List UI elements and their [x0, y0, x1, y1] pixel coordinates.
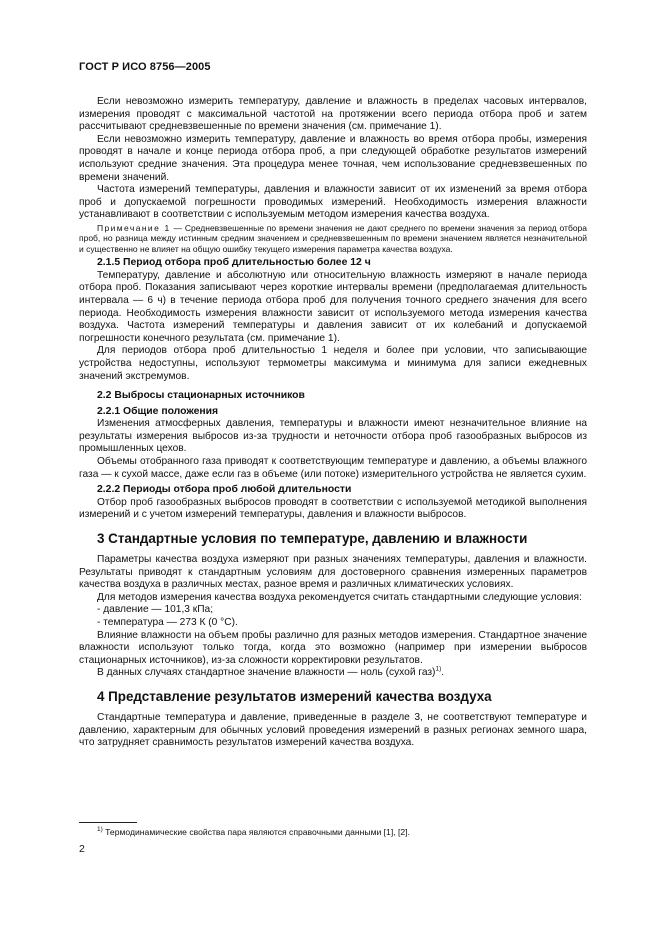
heading-2-2-2: 2.2.2 Периоды отбора проб любой длительности: [97, 484, 352, 496]
document-header: ГОСТ Р ИСО 8756—2005: [79, 61, 211, 73]
paragraph: Частота измерений температуры, давления и влажности зависит от их изменений за время отбора проб и допускаемой погрешности проводимых измерений. Необходимость измерения влажности устанавливают в соответствии с используемым методом измерения качества воздуха.: [79, 184, 587, 221]
paragraph: Изменения атмосферных давления, температуры и влажности имеют незначительное влияние на результаты измерения выбросов из-за трудности и неточности отбора проб газообразных выбросов из промышленных цехов.: [79, 418, 587, 455]
footnote-ref: 1): [435, 665, 442, 673]
paragraph: Если невозможно измерить температуру, давление и влажность в пределах часовых интервалов, измерения проводят с максимальной частотой на протяжении всего периода отбора проб и затем рассчитывают средневзвешенные по времени значения (см. примечание 1).: [79, 96, 587, 133]
paragraph: Если невозможно измерить температуру, давление и влажность во время отбора пробы, измерения проводят в начале и конце периода отбора проб, а при следующей обработке результатов измерений используют средние значения. Эта процедура менее точная, чем использование средневзвешенных по времени значений.: [79, 133, 587, 183]
footnote-text: Термодинамические свойства пара являются справочными данными [1], [2].: [102, 827, 410, 837]
note-text: — Средневзвешенные по времени значения не дают среднего по времени значения за период отбора проб, но разница между истинным средним значением и средневзвешенным по времени значением является незначительной и существенно не влияет на общую ошибку текущего измерения параметра качества воздуха.: [79, 222, 587, 254]
heading-section-4: 4 Представление результатов измерений качества воздуха: [97, 688, 492, 704]
paragraph: Для методов измерения качества воздуха рекомендуется считать стандартными следующие условия:: [97, 591, 582, 603]
paragraph-text: В данных случаях стандартное значение влажности — ноль (сухой газ): [97, 667, 436, 679]
paragraph: Отбор проб газообразных выбросов проводят в соответствии с используемой методикой выполнения измерений и с учетом измерений температуры, давления и влажности выбросов.: [79, 496, 587, 521]
heading-2-2: 2.2 Выбросы стационарных источников: [97, 390, 305, 402]
footnote-marker: 1): [97, 826, 103, 834]
list-item: - температура — 273 К (0 °С).: [97, 617, 238, 628]
paragraph: Для периодов отбора проб длительностью 1 неделя и более при условии, что записывающие устройства недоступны, используют термометры максимума и минимума для записи ежедневных значений экстремумов.: [79, 345, 587, 382]
note-label: Примечание 1: [97, 222, 171, 233]
paragraph: Параметры качества воздуха измеряют при разных значениях температуры, давления и влажности. Результаты приводят к стандартным условиям для достоверного сравнения измеренных параметров качества воздуха в различных местах, разное время и различных климатических условиях.: [79, 554, 587, 591]
document-body: [79, 96, 587, 750]
footnote: [97, 827, 410, 837]
list-item: - давление — 101,3 кПа;: [97, 604, 214, 616]
paragraph: Влияние влажности на объем пробы различно для разных методов измерения. Стандартное значение влажности используют только тогда, когда это возможно (например при измерении выбросов стационарных источников), из-за сложности корректировки результатов.: [79, 629, 587, 666]
paragraph: Объемы отобранного газа приводят к соответствующим температуре и давлению, а объемы влажного газа — к сухой массе, даже если газ в объеме (или потоке) измерительного устройства не является сухим.: [79, 456, 587, 480]
paragraph-end: .: [441, 667, 445, 679]
paragraph: Стандартные температура и давление, приведенные в разделе 3, не соответствуют температуре и давлению, характерным для обычных условий проведения измерений в разных регионах земного шара, что затрудняет сравнимость результатов измерений качества воздуха.: [79, 711, 587, 749]
footnote-divider: [79, 822, 137, 823]
paragraph: Температуру, давление и абсолютную или относительную влажность измеряют в начале периода отбора проб. Показания записывают через короткие интервалы времени (предполагаемая длительность интервала — 6 ч) в течение периода отбора проб для получения точного среднего значения для всего периода. Необходимость измерения влажности зависит от используемого метода измерения качества воздуха. Частота измерений температуры и давления зависит от их колебаний и допускаемой погрешности конечного результата (см. примечание 1).: [79, 269, 587, 344]
page-number: 2: [79, 843, 85, 855]
note-1: [79, 223, 587, 254]
heading-2-1-5: 2.1.5 Период отбора проб длительностью более 12 ч: [97, 257, 371, 269]
heading-2-2-1: 2.2.1 Общие положения: [97, 405, 219, 417]
paragraph: [79, 667, 587, 680]
heading-section-3: 3 Стандартные условия по температуре, давлению и влажности: [97, 531, 528, 547]
